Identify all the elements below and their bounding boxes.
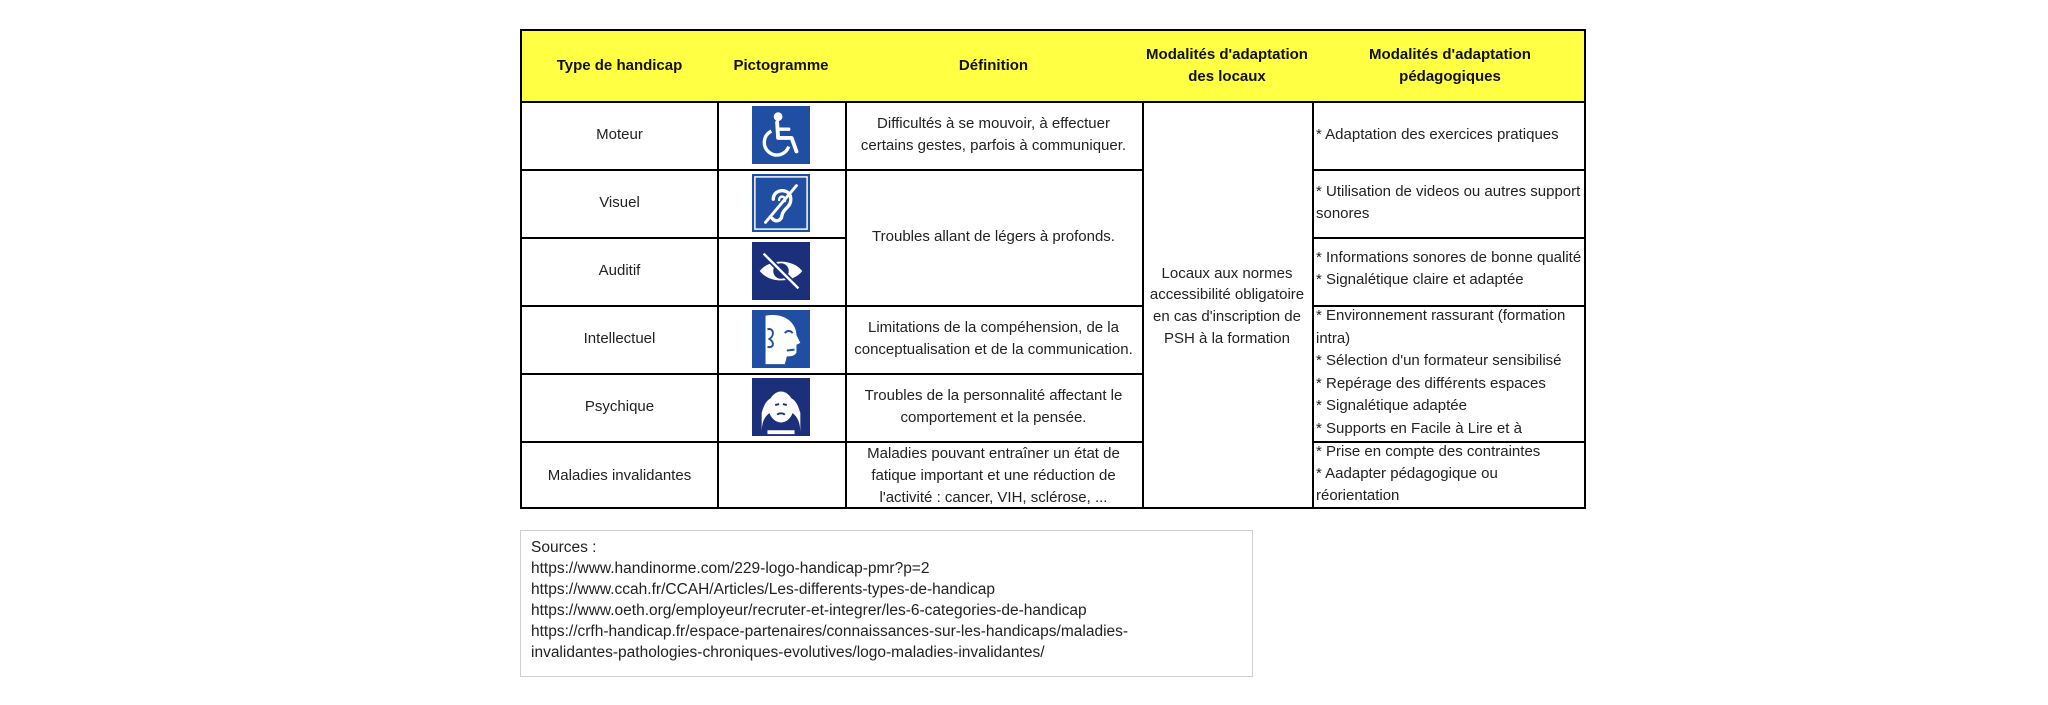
peda-moteur-line-1: * Adaptation des exercices pratiques — [1316, 126, 1559, 144]
row-type-auditif: Auditif — [522, 237, 719, 307]
peda-ip-line-5: * Supports en Facile à Lire et à — [1316, 419, 1522, 437]
sources-box — [520, 530, 1253, 677]
definition-psychique: Troubles de la personnalité affectant le comportement et la pensée. — [845, 373, 1144, 443]
definition-visuel-auditif: Troubles allant de légers à profonds. — [845, 169, 1144, 307]
definition-maladies: Maladies pouvant entraîner un état de fatique important et une réduction de l'activité : cancer, VIH, sclérose, ... — [845, 441, 1144, 509]
peda-maladies-line-1: * Prise en compte des contraintes — [1316, 443, 1541, 460]
row-type-maladies: Maladies invalidantes — [522, 441, 719, 509]
wheelchair-icon — [752, 106, 810, 164]
source-link-5: invalidantes-pathologies-chroniques-evolutives/logo-maladies-invalidantes/ — [531, 644, 1045, 661]
peda-ip-line-2: * Sélection d'un formateur sensibilisé — [1316, 352, 1562, 369]
header-type: Type de handicap — [522, 31, 719, 103]
header-pedagogiques: Modalités d'adaptation pédagogiques — [1312, 31, 1586, 103]
hearing-impaired-icon — [752, 174, 810, 232]
definition-intellectuel: Limitations de la compéhension, de la conceptualisation et de la communication. — [845, 305, 1144, 375]
header-locaux: Modalités d'adaptation des locaux — [1142, 31, 1314, 103]
peda-visuel-line-1: * Utilisation de videos ou autres support sonores — [1316, 183, 1581, 222]
header-definition: Définition — [845, 31, 1144, 103]
source-link-2: https://www.ccah.fr/CCAH/Articles/Les-differents-types-de-handicap — [531, 581, 996, 598]
picto-cell-visuel — [717, 169, 847, 239]
picto-cell-intellectuel — [717, 305, 847, 375]
peda-ip-line-3: * Repérage des différents espaces — [1316, 374, 1546, 392]
source-link-1: https://www.handinorme.com/229-logo-handicap-pmr?p=2 — [531, 560, 930, 577]
peda-moteur — [1312, 101, 1586, 171]
header-pictogramme: Pictogramme — [717, 31, 847, 103]
row-type-moteur: Moteur — [522, 101, 719, 171]
peda-auditif-line-2: * Signalétique claire et adaptée — [1316, 271, 1524, 288]
source-link-3: https://www.oeth.org/employeur/recruter-et-integrer/les-6-categories-de-handicap — [531, 602, 1087, 619]
psychic-disability-icon — [752, 378, 810, 436]
peda-visuel — [1312, 169, 1586, 239]
peda-auditif — [1312, 237, 1586, 307]
peda-maladies-line-2: * Aadapter pédagogique ou réorientation — [1316, 464, 1498, 504]
source-link-4: https://crfh-handicap.fr/espace-partenaires/connaissances-sur-les-handicaps/maladies- — [531, 623, 1129, 640]
peda-ip-line-4: * Signalétique adaptée — [1316, 397, 1467, 414]
visually-impaired-icon — [752, 242, 810, 300]
peda-auditif-line-1: * Informations sonores de bonne qualité — [1316, 249, 1582, 267]
row-type-visuel: Visuel — [522, 169, 719, 239]
intellectual-disability-icon — [752, 310, 810, 368]
picto-cell-auditif — [717, 237, 847, 307]
handicap-table — [520, 29, 1586, 509]
locaux-cell: Locaux aux normes accessibilité obligatoire en cas d'inscription de PSH à la formation — [1142, 101, 1314, 509]
sources-title: Sources : — [531, 539, 597, 556]
peda-maladies — [1312, 441, 1586, 509]
peda-ip-line-1: * Environnement rassurant (formation intra) — [1316, 307, 1566, 347]
peda-intellectuel-psychique — [1312, 305, 1586, 443]
definition-moteur: Difficultés à se mouvoir, à effectuer certains gestes, parfois à communiquer. — [845, 101, 1144, 171]
picto-cell-psychique — [717, 373, 847, 443]
picto-cell-maladies — [717, 441, 847, 509]
row-type-psychique: Psychique — [522, 373, 719, 443]
picto-cell-moteur — [717, 101, 847, 171]
row-type-intellectuel: Intellectuel — [522, 305, 719, 375]
